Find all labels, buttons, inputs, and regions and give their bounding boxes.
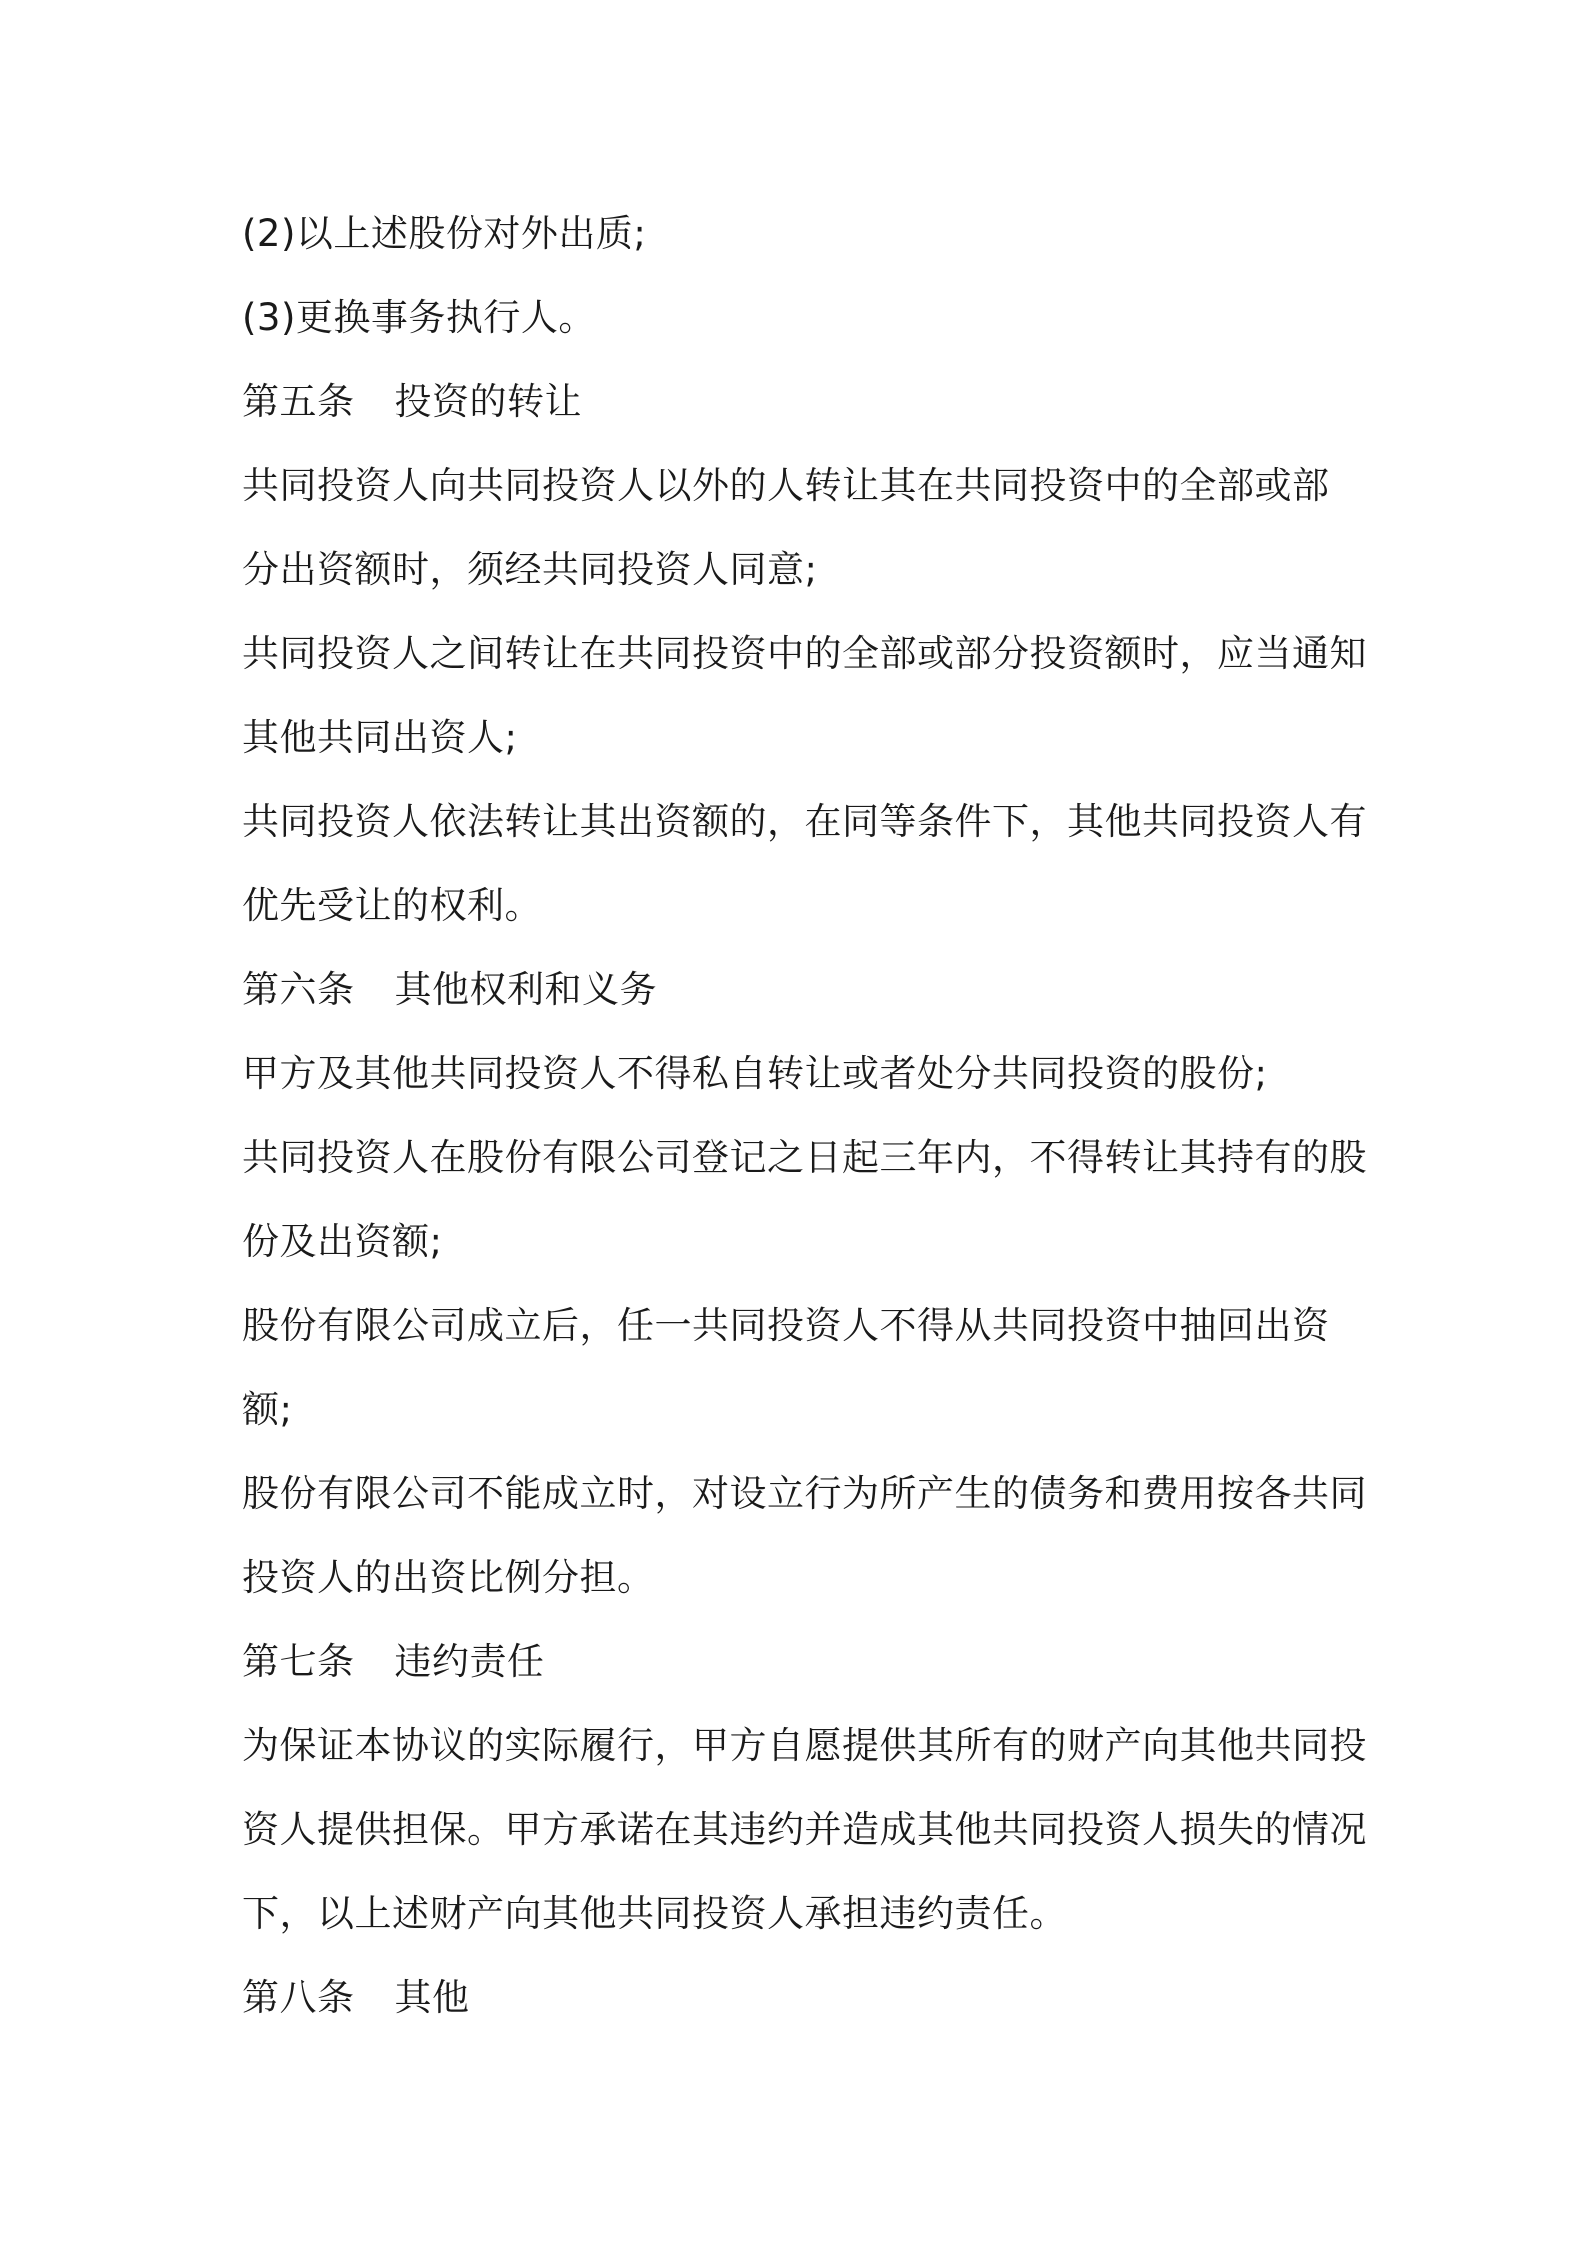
article-number: 第六条 xyxy=(242,968,355,1011)
article-title: 投资的转让 xyxy=(394,380,582,423)
paragraph-line: 资人提供担保。甲方承诺在其违约并造成其他共同投资人损失的情况 xyxy=(242,1808,1367,1851)
contract-text xyxy=(242,192,1367,2040)
article-number: 第七条 xyxy=(242,1640,355,1683)
clause-line: (2)以上述股份对外出质; xyxy=(242,212,647,255)
article-title: 其他权利和义务 xyxy=(394,968,657,1011)
paragraph-line: 分出资额时，须经共同投资人同意; xyxy=(242,548,818,591)
paragraph-line: 共同投资人在股份有限公司登记之日起三年内，不得转让其持有的股 xyxy=(242,1136,1367,1179)
paragraph-line: 额; xyxy=(242,1388,293,1431)
article-title: 其他 xyxy=(394,1976,470,2019)
clause-line: (3)更换事务执行人。 xyxy=(242,296,596,339)
article-number: 第八条 xyxy=(242,1976,355,2019)
paragraph-line: 为保证本协议的实际履行，甲方自愿提供其所有的财产向其他共同投 xyxy=(242,1724,1367,1767)
article-heading-8 xyxy=(242,1956,1362,2040)
article-heading-5 xyxy=(242,360,1362,444)
paragraph-line: 投资人的出资比例分担。 xyxy=(242,1556,655,1599)
paragraph-line: 股份有限公司不能成立时，对设立行为所产生的债务和费用按各共同 xyxy=(242,1472,1367,1515)
paragraph-line: 下，以上述财产向其他共同投资人承担违约责任。 xyxy=(242,1892,1067,1935)
paragraph-line: 甲方及其他共同投资人不得私自转让或者处分共同投资的股份; xyxy=(242,1052,1268,1095)
paragraph-line: 优先受让的权利。 xyxy=(242,884,542,927)
paragraph-line: 共同投资人向共同投资人以外的人转让其在共同投资中的全部或部 xyxy=(242,464,1330,507)
paragraph-line: 共同投资人之间转让在共同投资中的全部或部分投资额时，应当通知 xyxy=(242,632,1367,675)
paragraph-line: 其他共同出资人; xyxy=(242,716,518,759)
article-heading-6 xyxy=(242,948,1362,1032)
article-heading-7 xyxy=(242,1620,1362,1704)
paragraph-line: 股份有限公司成立后，任一共同投资人不得从共同投资中抽回出资 xyxy=(242,1304,1330,1347)
paragraph-line: 共同投资人依法转让其出资额的，在同等条件下，其他共同投资人有 xyxy=(242,800,1367,843)
article-number: 第五条 xyxy=(242,380,355,423)
article-title: 违约责任 xyxy=(394,1640,545,1683)
paragraph-line: 份及出资额; xyxy=(242,1220,443,1263)
